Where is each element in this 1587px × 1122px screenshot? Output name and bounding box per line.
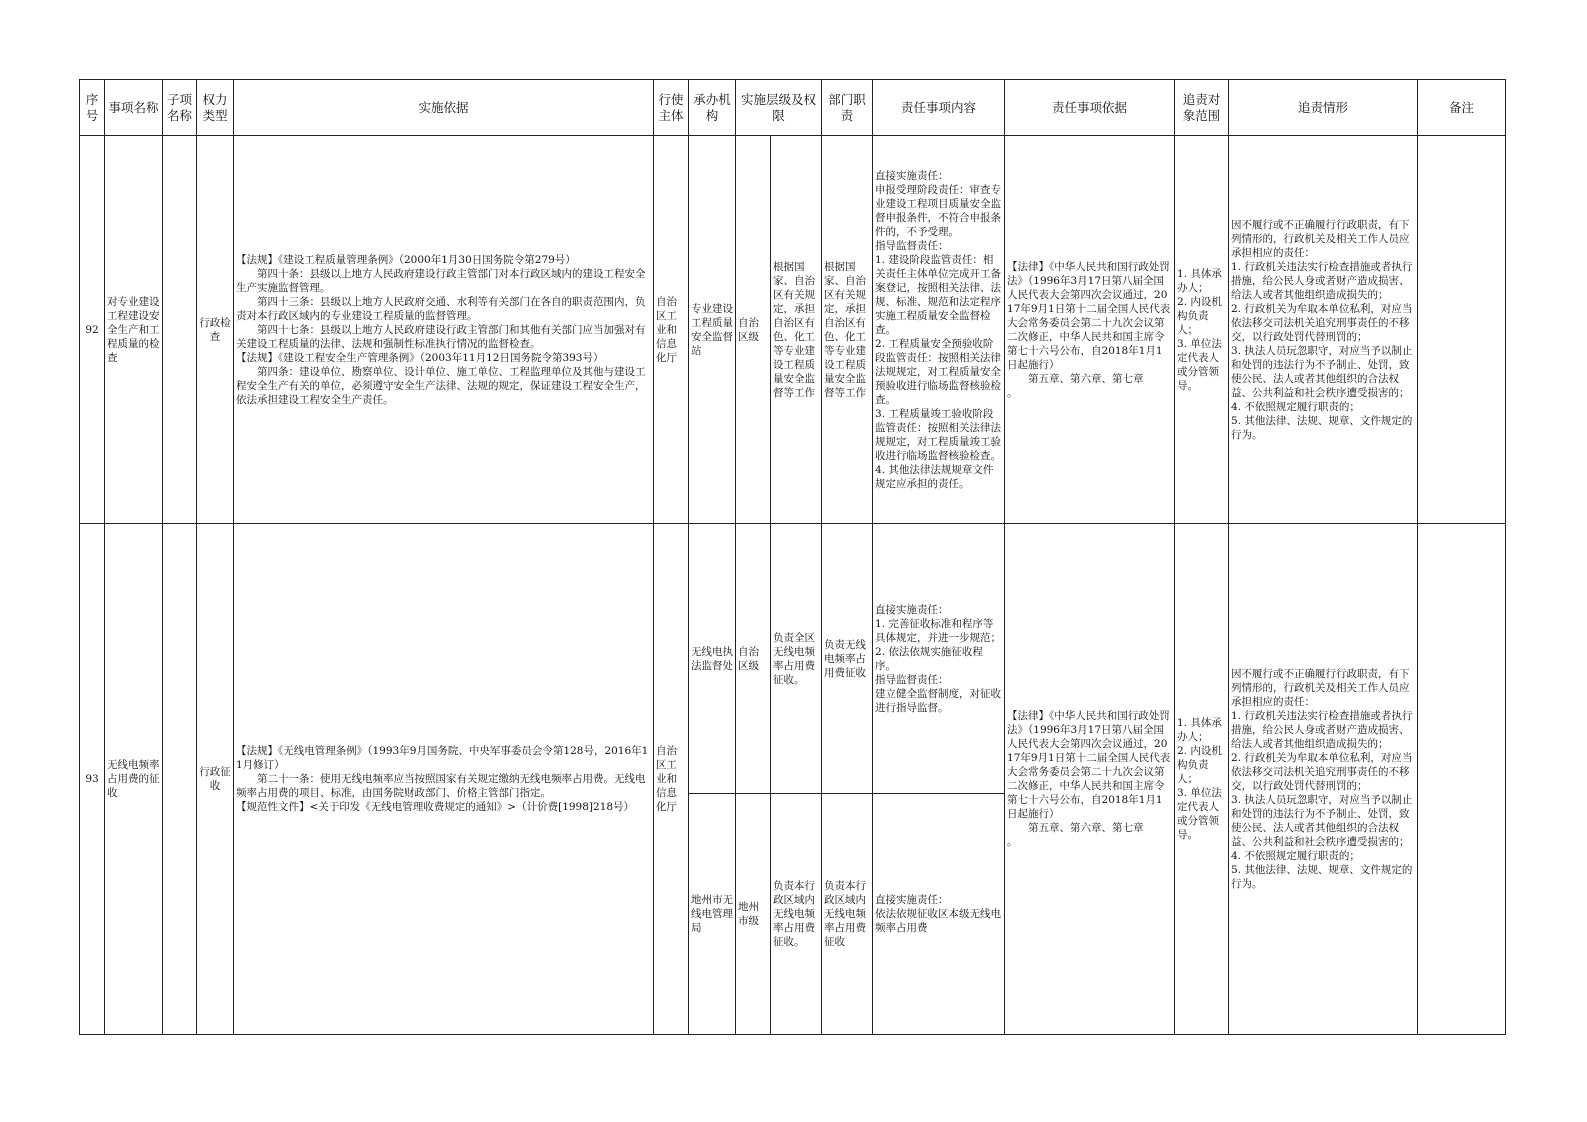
header-no: 序号 — [80, 80, 105, 136]
row-authority: 根据国家、自治区有关规定，承担自治区有色、化工等专业建设工程质量安全监督等工作 — [771, 136, 822, 524]
row-subject: 自治区工业和信息化厅 — [654, 136, 689, 524]
header-liability-basis: 责任事项依据 — [1005, 80, 1175, 136]
situation-line: 因不履行或不正确履行行政职责，有下列情形的，行政机关及相关工作人员应承担相应的责任： — [1231, 218, 1410, 259]
situation-line: 2. 行政机关为牟取本单位私利，对应当依法移交司法机关追究刑事责任的不移交，以行政处罚代替刑罚的； — [1231, 302, 1413, 343]
row-basis — [234, 524, 654, 1035]
row-content — [873, 136, 1005, 524]
row-situations — [1229, 524, 1418, 1035]
row-no: 92 — [80, 136, 105, 524]
row-remark — [1418, 136, 1506, 524]
situation-line: 5. 其他法律、法规、规章、文件规定的行为。 — [1231, 864, 1413, 890]
scope-line: 2. 内设机构负责人； — [1177, 745, 1222, 785]
situation-line: 1. 行政机关违法实行检查措施或者执行措施，给公民人身或者财产造成损害、给法人或者其他组织造成损失的； — [1231, 260, 1413, 301]
scope-line: 1. 具体承办人； — [1177, 267, 1222, 294]
content-line: 申报受理阶段责任：审查专业建设工程项目质量安全监督申报条件，不符合申报条件的，不予受理。 — [875, 183, 1002, 238]
basis-line: 第四十七条：县级以上地方人民政府建设行政主管部门和其他有关部门应当加强对有关建设工程质量的法律、法规和强制性标准执行情况的监督检查。 — [236, 323, 646, 350]
basis-line: 【规范性文件】<关于印发《无线电管理收费规定的通知》>（计价费[1998]218号） — [236, 801, 635, 813]
header-basis: 实施依据 — [234, 80, 654, 136]
scope-line: 2. 内设机构负责人； — [1177, 295, 1222, 336]
row-org: 专业建设工程质量安全监督站 — [689, 136, 736, 524]
content-line: 指导监督责任： — [875, 239, 949, 252]
situation-line: 3. 执法人员玩忽职守，对应当予以制止和处罚的违法行为不予制止、处罚，致使公民、法人或者其他组织的合法权益、公共利益和社会秩序遭受损害的； — [1231, 794, 1413, 848]
basis-line: 第四条：建设单位、勘察单位、设计单位、施工单位、工程监理单位及其他与建设工程安全生产有关的单位，必须遵守安全生产法律、法规的规定，保证建设工程安全生产，依法承担建设工程安全生产责任。 — [236, 365, 646, 406]
row-level: 自治区级 — [736, 136, 771, 524]
row-duty: 负责本行政区域内无线电频率占用费征收 — [822, 794, 873, 1035]
basis-line: 第二十一条：使用无线电频率应当按照国家有关规定缴纳无线电频率占用费。无线电频率占用费的项目、标准，由国务院财政部门、价格主管部门指定。 — [236, 773, 646, 799]
scope-line: 3. 单位法定代表人或分管领导。 — [1177, 337, 1222, 392]
row-name: 对专业建设工程建设安全生产和工程质量的检查 — [105, 136, 163, 524]
basis-line: 第四十三条：县级以上地方人民政府交通、水利等有关部门在各自的职责范围内，负责对本行政区域内的专业建设工程质量的监督管理。 — [236, 295, 646, 322]
content-line: 直接实施责任： — [875, 894, 949, 906]
liability-line: 第五章、第六章、第七章 — [1028, 372, 1144, 385]
row-org: 地州市无线电管理局 — [689, 794, 736, 1035]
row-liability-basis — [1005, 524, 1175, 1035]
header-content: 责任事项内容 — [873, 80, 1005, 136]
content-line: 指导监督责任： — [875, 673, 949, 686]
scope-line: 1. 具体承办人； — [1177, 717, 1222, 743]
content-line: 2. 工程质量安全预验收阶段监管责任：按照相关法律法规规定，对工程质量安全预验收进行临场监督核验检查。 — [875, 337, 1002, 406]
header-level: 实施层级及权限 — [736, 80, 822, 136]
row-basis — [234, 136, 654, 524]
liability-line: 第五章、第六章、第七章 — [1028, 822, 1144, 834]
row-duty: 负责无线电频率占用费征收 — [822, 524, 873, 794]
situation-line: 5. 其他法律、法规、规章、文件规定的行为。 — [1231, 414, 1413, 441]
row-content — [873, 524, 1005, 794]
content-line: 2. 依法依规实施征收程序。 — [875, 645, 983, 672]
row-sub — [163, 524, 197, 1035]
situation-line: 4. 不依照规定履行职责的； — [1231, 400, 1360, 413]
liability-line: 【法律】《中华人民共和国行政处罚法》（1996年3月17日第八届全国人民代表大会第四次会议通过，2017年9月1日第十二届全国人民代表大会常务委员会第二十九次会议第二次修正，中华人民共和国主席令第七十六号公布，自2018年1月1日起施行） — [1007, 710, 1171, 820]
situation-line: 3. 执法人员玩忽职守，对应当予以制止和处罚的违法行为不予制止、处罚，致使公民、法人或者其他组织的合法权益、公共利益和社会秩序遭受损害的； — [1231, 344, 1413, 399]
header-situations: 追责情形 — [1229, 80, 1418, 136]
basis-line: 【法规】《无线电管理条例》（1993年9月国务院、中央军事委员会令第128号，2016年11月修订） — [236, 745, 649, 771]
table-row — [80, 136, 1506, 524]
power-responsibility-table — [79, 79, 1506, 1035]
liability-line: 【法律】《中华人民共和国行政处罚法》（1996年3月17日第八届全国人民代表大会第四次会议通过，2017年9月1日第十二届全国人民代表大会常务委员会第二十九次会议第二次修正，中华人民共和国主席令第七十六号公布，自2018年1月1日起施行） — [1007, 260, 1171, 371]
row-sub — [163, 136, 197, 524]
content-line: 3. 工程质量竣工验收阶段监管责任：按照相关法律法规规定，对工程质量竣工验收进行临场监督核验检查。 — [875, 407, 1002, 462]
header-duty: 部门职责 — [822, 80, 873, 136]
header-sub: 子项名称 — [163, 80, 197, 136]
content-line: 建立健全监督制度，对征收进行指导监督。 — [875, 687, 1002, 714]
basis-line: 第四十条：县级以上地方人民政府建设行政主管部门对本行政区域内的建设工程安全生产实施监督管理。 — [236, 267, 646, 294]
row-authority: 负责本行政区域内无线电频率占用费征收。 — [771, 794, 822, 1035]
row-duty: 根据国家、自治区有关规定，承担自治区有色、化工等专业建设工程质量安全监督等工作 — [822, 136, 873, 524]
header-remark: 备注 — [1418, 80, 1506, 136]
header-row — [80, 80, 1506, 136]
row-scope — [1175, 136, 1229, 524]
header-type: 权力类型 — [197, 80, 234, 136]
row-liability-basis — [1005, 136, 1175, 524]
row-type: 行政检查 — [197, 136, 234, 524]
basis-line: 【法规】《建设工程安全生产管理条例》（2003年11月12日国务院令第393号） — [236, 351, 604, 364]
situation-line: 4. 不依照规定履行职责的； — [1231, 850, 1360, 862]
situation-line: 1. 行政机关违法实行检查措施或者执行措施，给公民人身或者财产造成损害、给法人或者其他组织造成损失的； — [1231, 710, 1413, 750]
header-name: 事项名称 — [105, 80, 163, 136]
scope-line: 3. 单位法定代表人或分管领导。 — [1177, 787, 1222, 841]
basis-line: 【法规】《建设工程质量管理条例》（2000年1月30日国务院令第279号） — [236, 253, 576, 266]
situation-line: 因不履行或不正确履行行政职责，有下列情形的，行政机关及相关工作人员应承担相应的责任： — [1231, 668, 1410, 708]
row-subject: 自治区工业和信息化厅 — [654, 524, 689, 1035]
row-name: 无线电频率占用费的征收 — [105, 524, 163, 1035]
row-level: 地州市级 — [736, 794, 771, 1035]
row-situations — [1229, 136, 1418, 524]
row-no: 93 — [80, 524, 105, 1035]
situation-line: 2. 行政机关为牟取本单位私利，对应当依法移交司法机关追究刑事责任的不移交，以行政处罚代替刑罚的； — [1231, 752, 1413, 792]
content-line: 直接实施责任： — [875, 169, 949, 182]
header-subject: 行使主体 — [654, 80, 689, 136]
row-org: 无线电执法监督处 — [689, 524, 736, 794]
liability-line: 。 — [1007, 386, 1018, 399]
row-type: 行政征收 — [197, 524, 234, 1035]
liability-line: 。 — [1007, 836, 1018, 848]
header-scope: 追责对象范围 — [1175, 80, 1229, 136]
content-line: 4. 其他法律法规规章文件规定应承担的责任。 — [875, 463, 994, 490]
row-scope — [1175, 524, 1229, 1035]
content-line: 1. 建设阶段监管责任：相关责任主体单位完成开工备案登记，按照相关法律、法规、标准、规范和法定程序实施工程质量安全监督检查。 — [875, 253, 1002, 336]
content-line: 依法依规征收区本级无线电频率占用费 — [875, 908, 1002, 934]
table-row — [80, 524, 1506, 794]
row-authority: 负责全区无线电频率占用费征收。 — [771, 524, 822, 794]
content-line: 直接实施责任： — [875, 603, 949, 616]
header-org: 承办机构 — [689, 80, 736, 136]
content-line: 1. 完善征收标准和程序等具体规定，并进一步规范； — [875, 617, 1002, 644]
row-content — [873, 794, 1005, 1035]
row-remark — [1418, 524, 1506, 1035]
row-level: 自治区级 — [736, 524, 771, 794]
